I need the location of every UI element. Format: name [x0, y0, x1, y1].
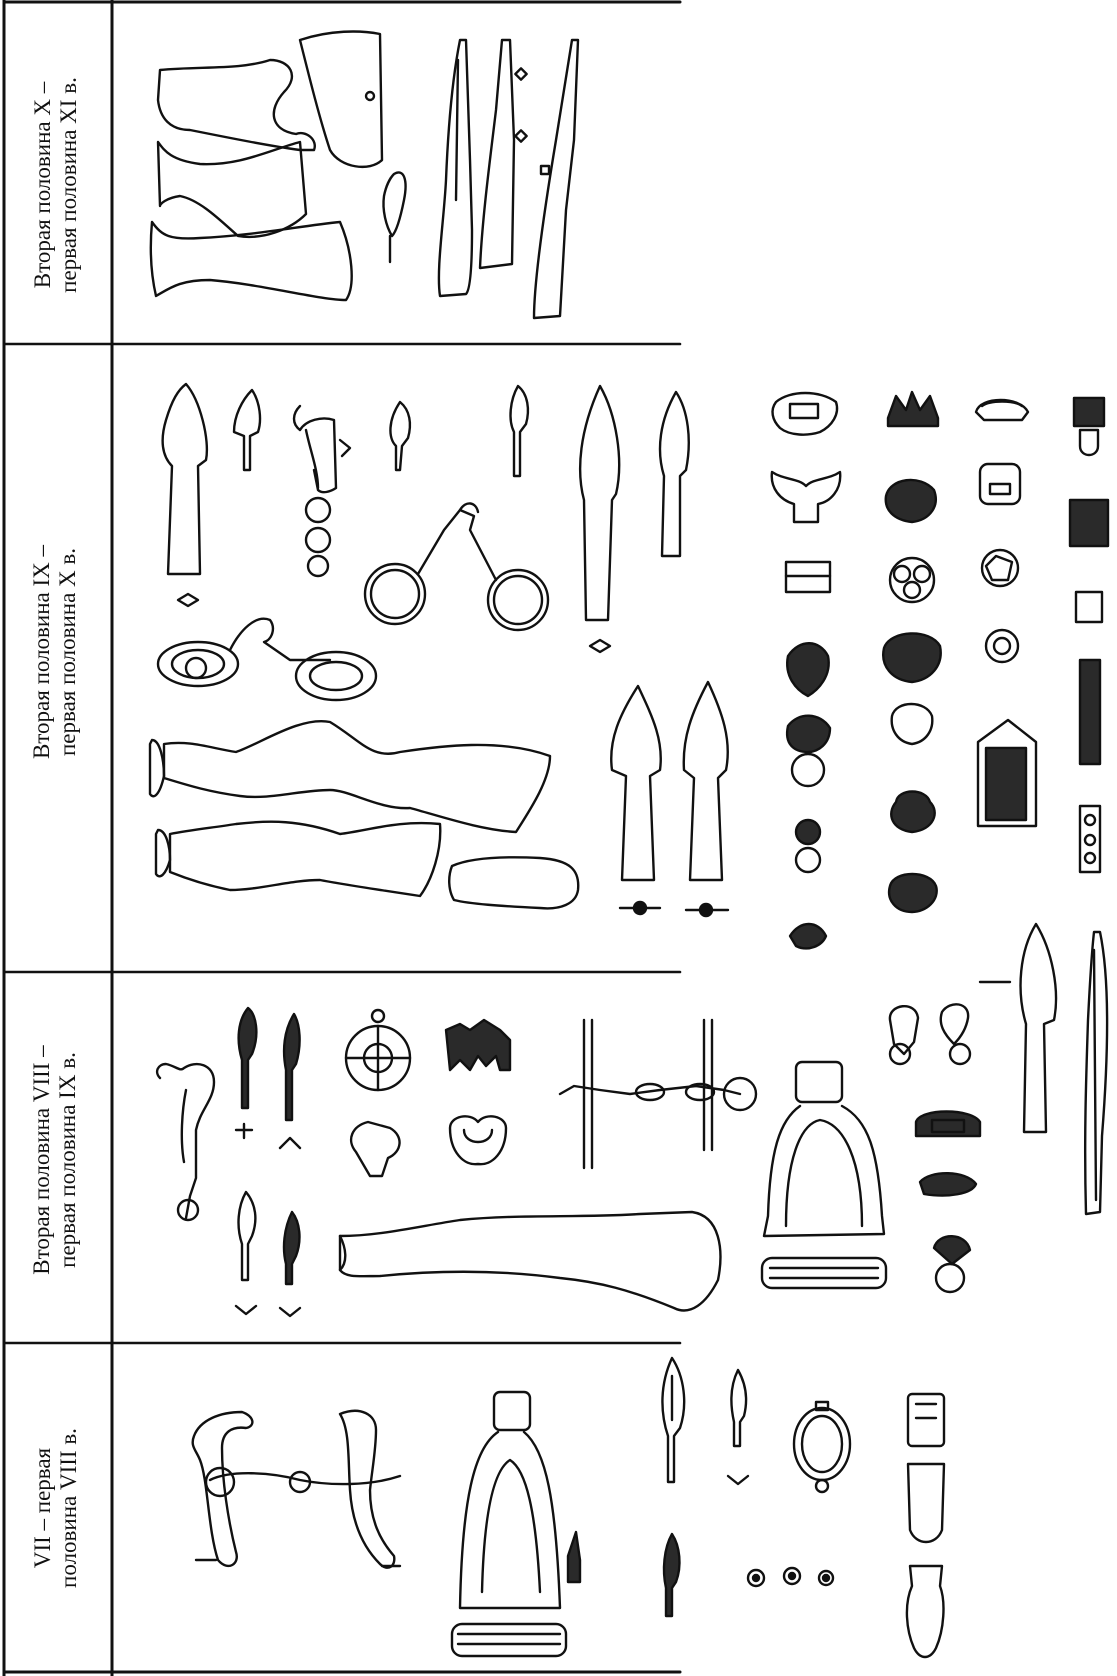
spearhead-icon — [534, 40, 578, 318]
axe-icon — [340, 1212, 720, 1310]
arrowhead-icon — [280, 1212, 300, 1316]
spearhead-icon — [163, 384, 207, 606]
spearhead-icon — [439, 40, 472, 296]
spearhead-icon — [1085, 932, 1107, 1214]
axe-icon — [156, 822, 440, 896]
spearhead-icon — [684, 682, 728, 916]
stirrup-icon — [452, 1392, 580, 1656]
spearhead-icon — [480, 40, 514, 268]
table-grid — [4, 0, 680, 1676]
period-label-line: первая половина X в. — [55, 548, 80, 756]
stirrup-icon — [762, 1062, 886, 1288]
arrowhead-icon — [664, 1534, 679, 1616]
cheek-piece-bit-icon — [560, 1020, 756, 1168]
period-label-line: половина VIII в. — [56, 1428, 81, 1588]
period-label-line: первая половина XI в. — [56, 77, 81, 293]
belt-fitting-icon — [1070, 398, 1108, 872]
axe-icon — [150, 721, 550, 832]
arrowhead-icon — [236, 1008, 256, 1138]
period-label-vii-viii — [16, 1348, 96, 1668]
belt-fitting-icon — [976, 400, 1036, 826]
spearhead-icon — [580, 386, 619, 652]
period-label-line: Вторая половина VIII – — [28, 1045, 54, 1275]
period-label-viii-ix — [15, 955, 95, 1365]
strap-divider-icon — [157, 1064, 214, 1220]
arrowhead-icon — [234, 390, 260, 470]
snaffle-bit-icon — [158, 619, 376, 700]
snaffle-bit-icon — [365, 503, 548, 630]
belt-fitting-icon — [346, 1010, 410, 1176]
snaffle-bit-icon — [193, 1411, 400, 1568]
buckle-icon — [794, 1402, 850, 1492]
adze-icon — [449, 857, 578, 908]
spearhead-icon — [980, 924, 1056, 1132]
arrowhead-icon — [280, 1014, 300, 1148]
period-label-ix-x — [15, 407, 95, 897]
period-label-line: первая половина IX в. — [55, 1052, 80, 1268]
period-label-x-xi — [16, 15, 96, 355]
arrowhead-icon — [662, 1358, 684, 1482]
period-label-line: VII – первая — [29, 1447, 55, 1569]
spearhead-icon — [611, 686, 661, 914]
arrowhead-icon — [236, 1192, 256, 1314]
spearhead-icon — [660, 392, 689, 556]
arrowhead-icon — [390, 402, 410, 470]
belt-fitting-icon — [772, 393, 840, 948]
axe-icon — [151, 222, 352, 300]
axe-icon — [158, 32, 382, 167]
arrowhead-icon — [511, 386, 528, 476]
belt-fitting-icon — [446, 1020, 510, 1164]
arrowhead-icon — [728, 1370, 748, 1484]
strap-divider-icon — [294, 406, 350, 576]
period-label-line: Вторая половина X – — [29, 81, 55, 289]
arrowhead-icon — [383, 172, 405, 262]
period-label-line: Вторая половина IX – — [28, 544, 54, 760]
belt-fitting-icon — [890, 1004, 980, 1292]
strap-end-icon — [907, 1394, 944, 1657]
axe-icon — [158, 142, 306, 237]
belt-fitting-icon — [883, 392, 940, 912]
rivet-icon — [748, 1568, 833, 1586]
